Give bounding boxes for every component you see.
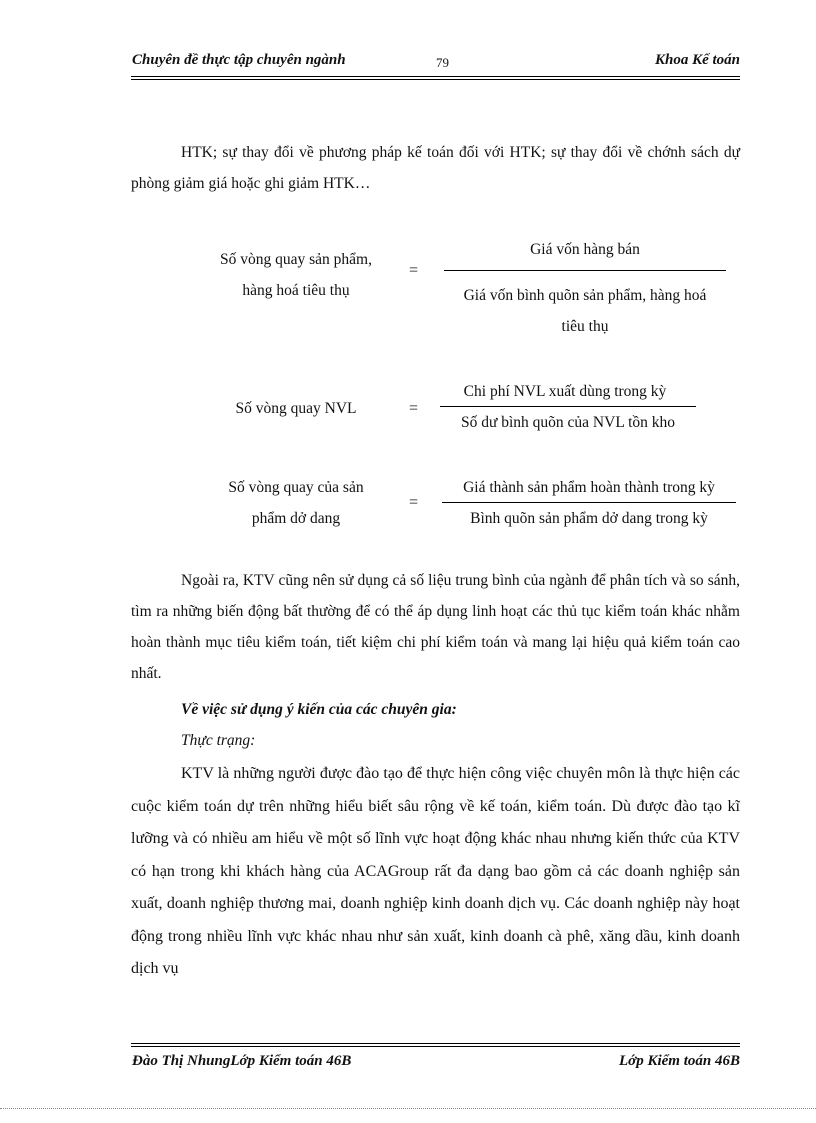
footer-author: Đào Thị NhungLớp Kiểm toán 46B [132, 1053, 352, 1069]
footer-rule [131, 1043, 740, 1047]
formula-2-equals: = [409, 400, 419, 417]
intro-paragraph: HTK; sự thay đổi về phương pháp kế toán đối với HTK; sự thay đổi về chớnh sách dự phòng giảm giá hoặc ghi giảm HTK… [131, 144, 740, 192]
formula-3-label-line1: Số vòng quay của sản [228, 479, 364, 496]
page-number: 79 [436, 55, 449, 70]
formula-2-numerator: Chi phí NVL xuất dùng trong kỳ [463, 383, 667, 400]
formula-1-fraction-bar [444, 270, 726, 271]
formula-1-denominator-line1: Giá vốn bình quõn sản phẩm, hàng hoá [463, 287, 707, 304]
section-heading: Về việc sử dụng ý kiến của các chuyên gia: [181, 701, 457, 718]
formula-1-label-line2: hàng hoá tiêu thụ [242, 282, 350, 299]
formula-3-numerator: Giá thành sản phẩm hoàn thành trong kỳ [463, 479, 715, 496]
formula-3-equals: = [409, 494, 419, 511]
formula-3-label [196, 472, 396, 534]
subheading: Thực trạng: [181, 732, 256, 749]
formula-2-denominator: Số dư bình quõn của NVL tồn kho [460, 414, 676, 431]
formula-1-label-line1: Số vòng quay sản phẩm, [220, 251, 372, 268]
formula-1-equals: = [409, 262, 419, 279]
formula-3-denominator: Bình quõn sản phẩm dở dang trong kỳ [470, 510, 708, 527]
formula-1-denominator [444, 280, 726, 342]
formula-1-numerator: Giá vốn hàng bán [530, 241, 640, 258]
header-title: Chuyên đề thực tập chuyên ngành [132, 52, 346, 68]
footer-class: Lớp Kiểm toán 46B [619, 1053, 740, 1069]
formula-1-label [196, 244, 396, 306]
header-rule [131, 76, 740, 80]
page-boundary [0, 1108, 816, 1109]
paragraph-ktv: KTV là những người được đào tạo để thực hiện công việc chuyên môn là thực hiện các cuộc kiểm toán dự trên những hiểu biết sâu rộng về kế toán, kiểm toán. Dù được đào tạo kĩ lưỡng và có nhiều am hiểu về một số lĩnh vực hoạt động khác nhau nhưng kiến thức của KTV có hạn trong khi khách hàng của ACAGroup rất đa dạng bao gồm cả các doanh nghiệp sản xuất, doanh nghiệp thương mai, doanh nghiệp kinh doanh dịch vụ. Các doanh nghiệp này hoạt động trong nhiều lĩnh vực khác nhau như sản xuất, kinh doanh cà phê, xăng dầu, kinh doanh dịch vụ [131, 765, 740, 977]
header-department: Khoa Kế toán [654, 52, 740, 68]
formula-3-label-line2: phẩm dở dang [251, 510, 341, 527]
formula-2-label: Số vòng quay NVL [235, 400, 357, 417]
paragraph-industry-comparison: Ngoài ra, KTV cũng nên sử dụng cả số liệu trung bình của ngành để phân tích và so sánh, tìm ra những biến động bất thường để có thể áp dụng linh hoạt các thủ tục kiểm toán khác nhằm hoàn thành mục tiêu kiểm toán, tiết kiệm chi phí kiểm toán và mang lại hiệu quả kiểm toán cao nhất. [131, 572, 740, 682]
formula-1-denominator-line2: tiêu thụ [561, 318, 609, 335]
